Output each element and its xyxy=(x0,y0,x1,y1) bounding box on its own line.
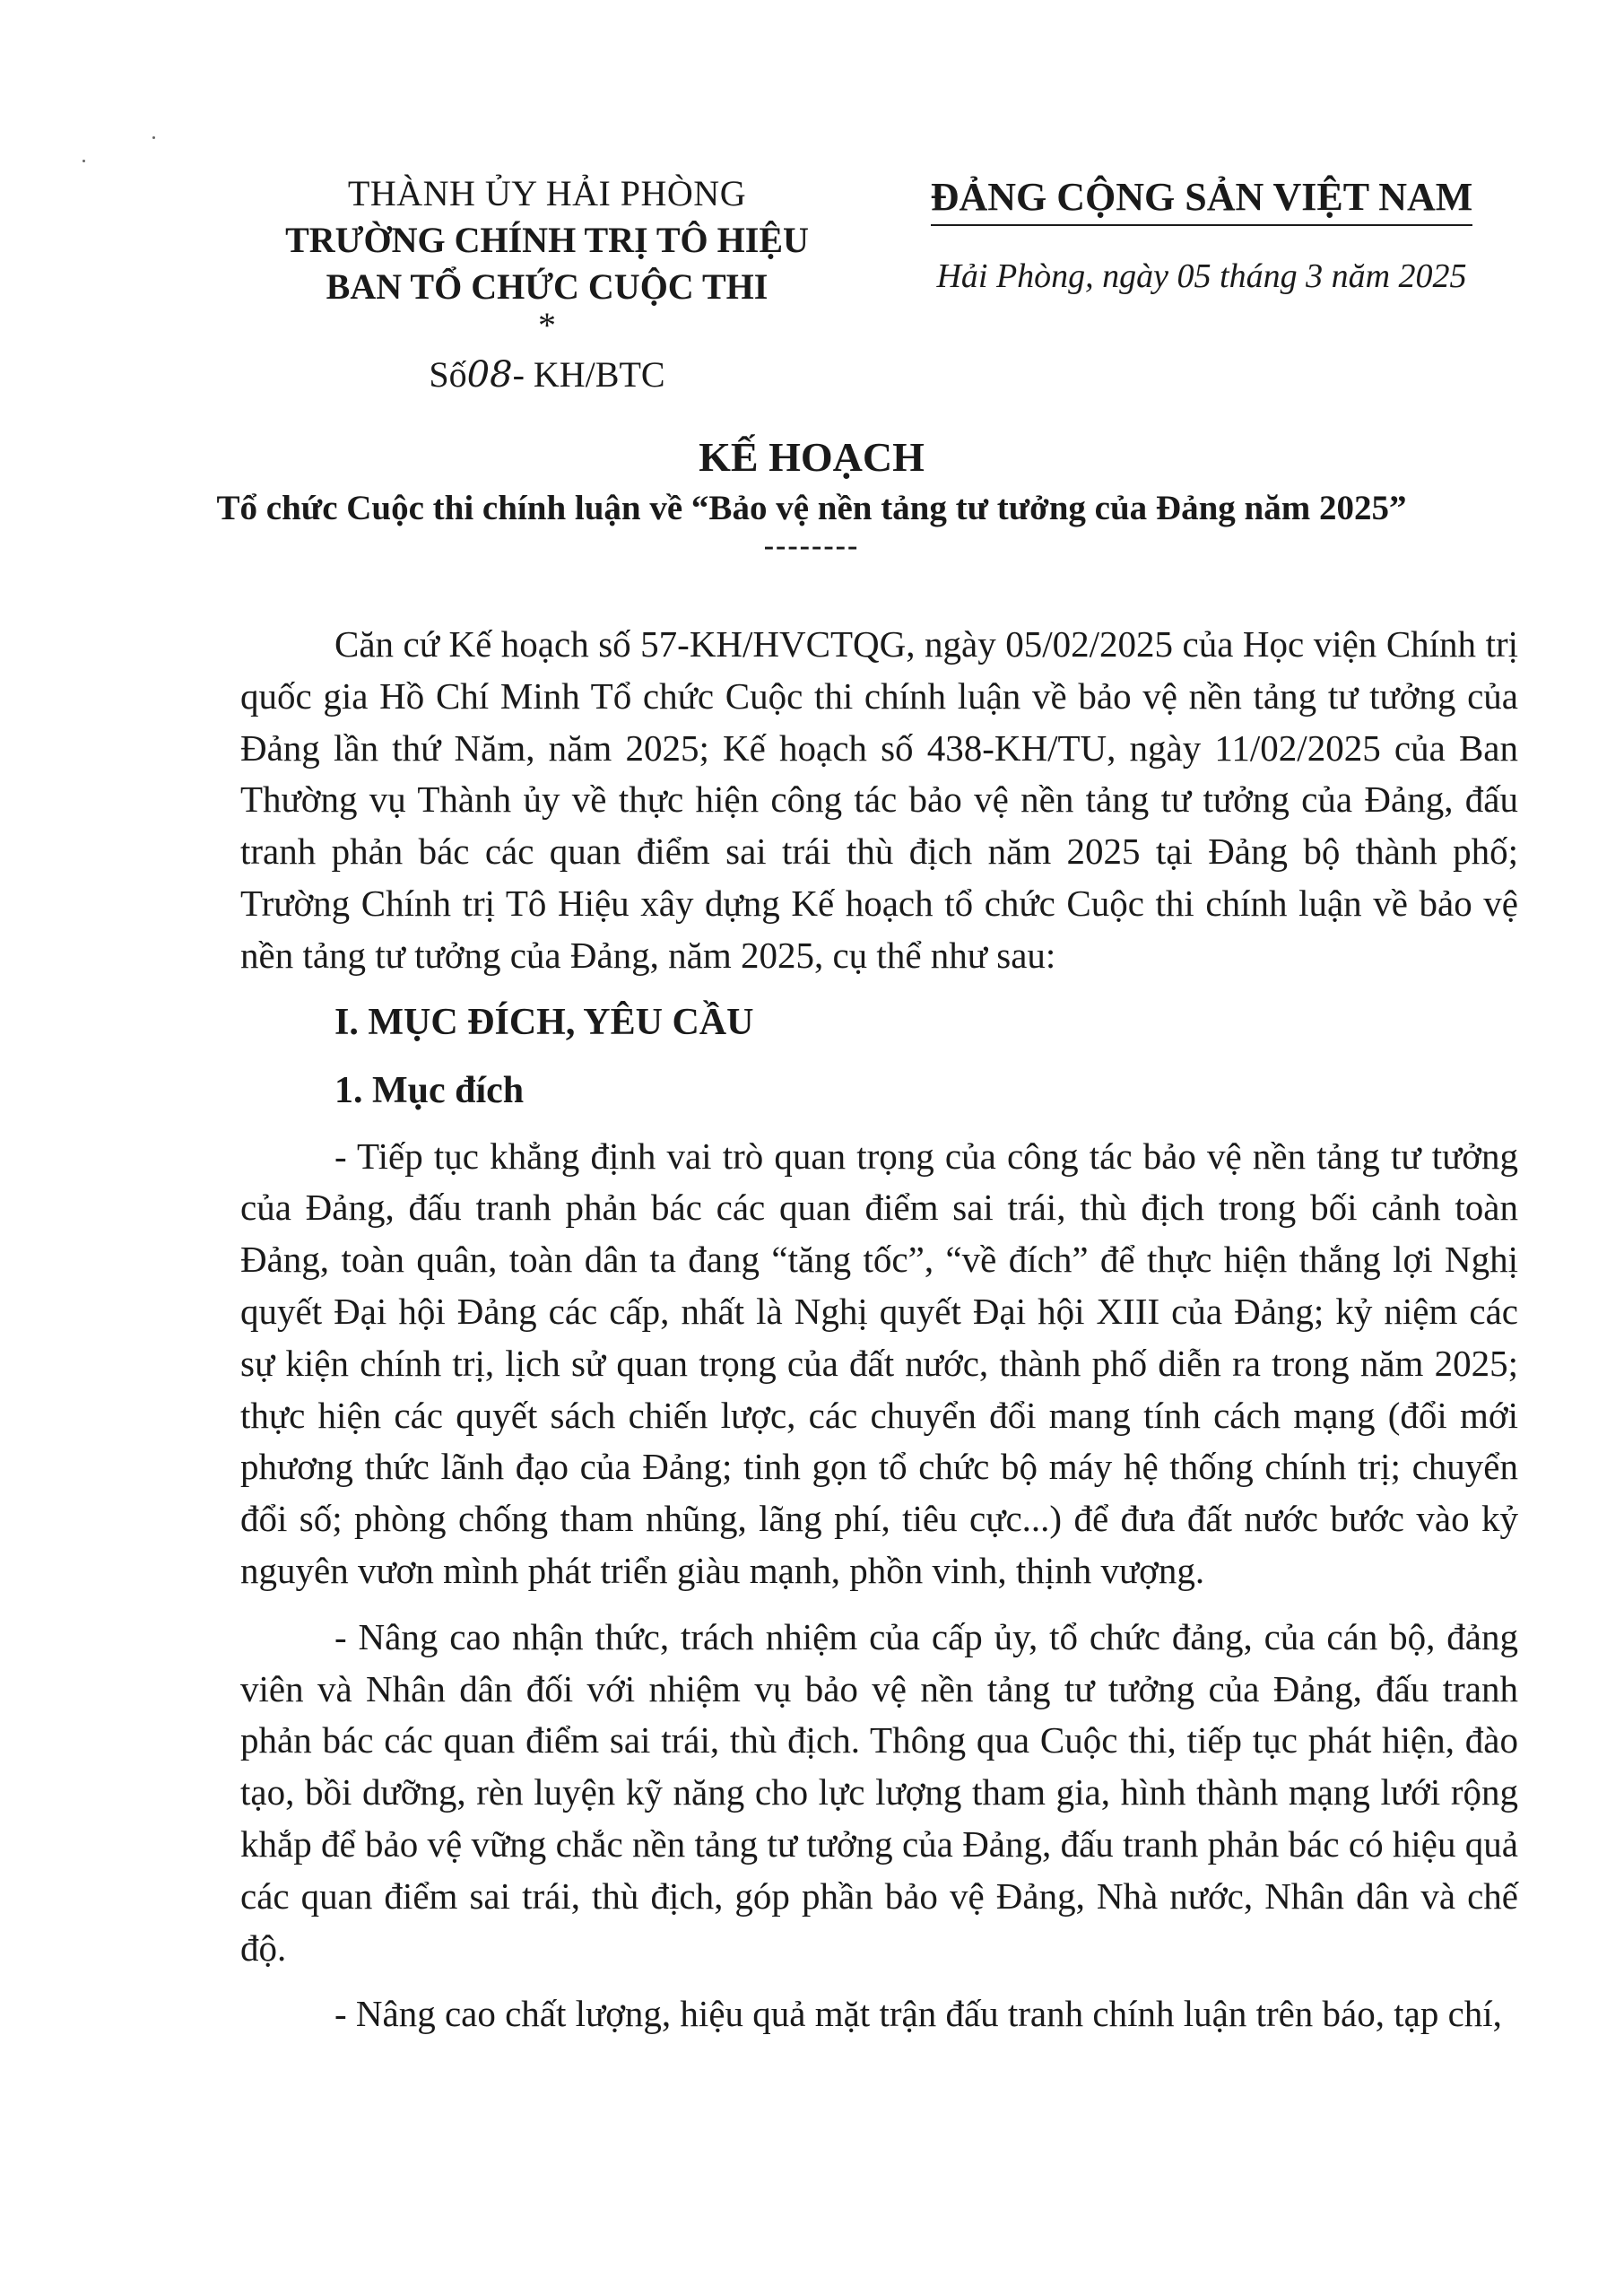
purpose-paragraph-1: - Tiếp tục khẳng định vai trò quan trọng của công tác bảo vệ nền tảng tư tưởng của Đảng, đấu tranh phản bác các quan điểm sai trái, thù địch trong bối cảnh toàn Đảng, toàn quân, toàn dân ta đang “tăng tốc”, “về đích” để thực hiện thắng lợi Nghị quyết Đại hội Đảng các cấp, nhất là Nghị quyết Đại hội XIII của Đảng; kỷ niệm các sự kiện chính trị, lịch sử quan trọng của đất nước, thành phố diễn ra trong năm 2025; thực hiện các quyết sách chiến lược, các chuyển đổi mang tính cách mạng (đổi mới phương thức lãnh đạo của Đảng; tinh gọn tổ chức bộ máy hệ thống chính trị; chuyển đổi số; phòng chống tham nhũng, lãng phí, tiêu cực...) để đưa đất nước bước vào kỷ nguyên vươn mình phát triển giàu mạnh, phồn vinh, thịnh vượng. xyxy=(240,1135,1518,1591)
document-title: KẾ HOẠCH xyxy=(699,434,925,480)
scan-speck xyxy=(83,160,85,162)
issuer-block xyxy=(251,170,843,398)
document-body xyxy=(240,619,1518,2055)
purpose-paragraph-2: - Nâng cao nhận thức, trách nhiệm của cấp ủy, tổ chức đảng, của cán bộ, đảng viên và Nhân dân đối với nhiệm vụ bảo vệ nền tảng tư tưởng của Đảng, đấu tranh phản bác các quan điểm sai trái, thù địch. Thông qua Cuộc thi, tiếp tục phát hiện, đào tạo, bồi dưỡng, rèn luyện kỹ năng cho lực lượng tham gia, hình thành mạng lưới rộng khắp để bảo vệ vững chắc nền tảng tư tưởng của Đảng, đấu tranh phản bác có hiệu quả các quan điểm sai trái, thù địch, góp phần bảo vệ Đảng, Nhà nước, Nhân dân và chế độ. xyxy=(240,1615,1518,1969)
party-name: ĐẢNG CỘNG SẢN VIỆT NAM xyxy=(931,172,1473,226)
document-number xyxy=(251,352,843,398)
number-value: 08 xyxy=(466,354,513,396)
star-mark: * xyxy=(538,305,556,345)
party-block xyxy=(888,172,1515,300)
committee-name: THÀNH ỦY HẢI PHÒNG xyxy=(347,173,747,213)
intro-paragraph: Căn cứ Kế hoạch số 57-KH/HVCTQG, ngày 05/02/2025 của Học viện Chính trị quốc gia Hồ Chí Minh Tổ chức Cuộc thi chính luận về bảo vệ nền tảng tư tưởng của Đảng lần thứ Năm, năm 2025; Kế hoạch số 438-KH/TU, ngày 11/02/2025 của Ban Thường vụ Thành ủy về thực hiện công tác bảo vệ nền tảng tư tưởng của Đảng, đấu tranh phản bác các quan điểm sai trái thù địch năm 2025 tại Đảng bộ thành phố; Trường Chính trị Tô Hiệu xây dựng Kế hoạch tổ chức Cuộc thi chính luận về bảo vệ nền tảng tư tưởng của Đảng, năm 2025, cụ thể như sau: xyxy=(240,623,1518,976)
title-divider: -------- xyxy=(763,529,860,562)
number-prefix: Số xyxy=(429,354,467,395)
board-name: BAN TỔ CHỨC CUỘC THI xyxy=(326,266,769,307)
scan-speck xyxy=(152,136,155,139)
document-subtitle: Tổ chức Cuộc thi chính luận về “Bảo vệ nền tảng tư tưởng của Đảng năm 2025” xyxy=(216,489,1407,527)
date-line: Hải Phòng, ngày 05 tháng 3 năm 2025 xyxy=(936,257,1467,295)
document-title-block xyxy=(135,430,1489,560)
purpose-paragraph-3: - Nâng cao chất lượng, hiệu quả mặt trận đấu tranh chính luận trên báo, tạp chí, xyxy=(334,1993,1502,2035)
section-heading: I. MỤC ĐÍCH, YÊU CẦU xyxy=(334,1001,754,1043)
school-name: TRƯỜNG CHÍNH TRỊ TÔ HIỆU xyxy=(285,220,809,260)
subsection-heading: 1. Mục đích xyxy=(334,1069,525,1111)
number-suffix: - KH/BTC xyxy=(512,354,665,395)
